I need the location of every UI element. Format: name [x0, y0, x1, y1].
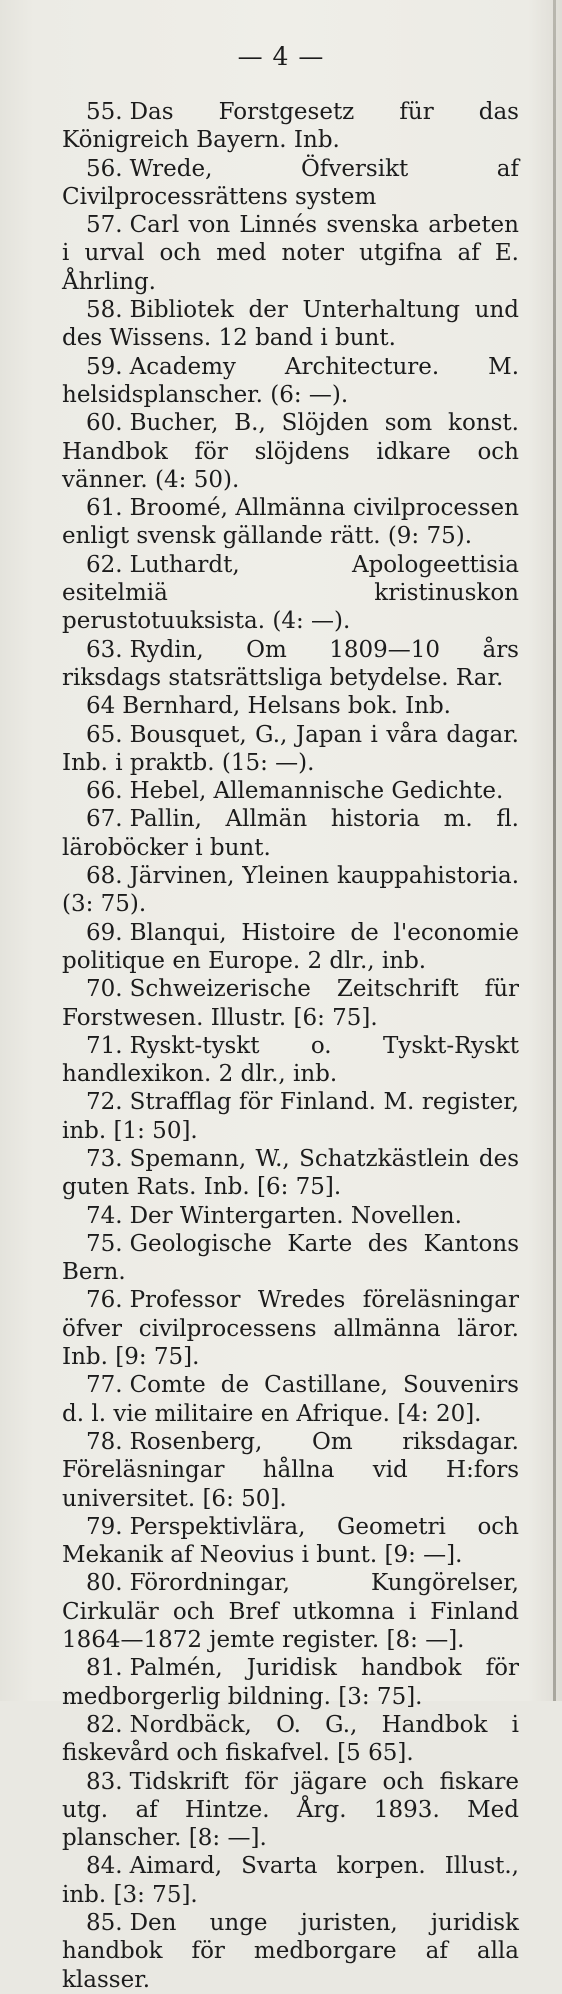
- catalogue-entry: [62, 777, 519, 805]
- entry-text: Bibliotek der Unterhaltung und des Wissens. 12 band i bunt.: [62, 297, 519, 352]
- entry-number: 55.: [86, 99, 123, 125]
- entry-number: 80.: [86, 1570, 123, 1597]
- catalogue-entry: [62, 636, 519, 693]
- entry-number: 76.: [86, 1287, 123, 1314]
- entry-text: Aimard, Svarta korpen. Illust., inb. [3: 75].: [62, 1853, 519, 1908]
- entry-number: 57.: [86, 212, 123, 239]
- entry-text: Das Forstgesetz für das Königreich Bayern. Inb.: [62, 99, 519, 154]
- entry-number: 62.: [86, 551, 123, 578]
- entry-text: Broomé, Allmänna civilprocessen enligt svensk gällande rätt. (9: 75).: [62, 495, 519, 550]
- catalogue-entry: [62, 1909, 519, 1994]
- entry-text: Den unge juristen, juridisk handbok för medborgare af alla klasser.: [62, 1910, 519, 1993]
- catalogue-entry: [62, 919, 519, 976]
- catalogue-entry: [62, 1768, 519, 1853]
- entry-text: Nordbäck, O. G., Handbok i fiskevård och fiskafvel. [5 65].: [62, 1711, 519, 1767]
- entry-number: 71.: [86, 1032, 123, 1059]
- catalogue-entry: [62, 1286, 519, 1371]
- entry-text: Geologische Karte des Kantons Bern.: [62, 1230, 519, 1286]
- catalogue-entry: [62, 296, 519, 353]
- catalogue-entry: [62, 862, 519, 919]
- catalogue-entry: [62, 1032, 519, 1089]
- entry-text: Bernhard, Helsans bok. Inb.: [122, 693, 451, 720]
- entry-text: Carl von Linnés svenska arbeten i urval och med noter utgifna af E. Åhrling.: [62, 212, 519, 295]
- entry-text: Blanqui, Histoire de l'economie politique en Europe. 2 dlr., inb.: [62, 919, 519, 974]
- catalogue-entry: [62, 1513, 519, 1570]
- catalogue-entry: [62, 805, 519, 862]
- catalogue-entry: [62, 155, 519, 212]
- entry-text: Ryskt-tyskt o. Tyskt-Ryskt handlexikon. 2 dlr., inb.: [62, 1032, 519, 1088]
- entry-number: 74.: [86, 1202, 123, 1229]
- catalogue-entry: [62, 1202, 519, 1230]
- entry-number: 83.: [86, 1768, 123, 1795]
- catalogue-entry: [62, 353, 519, 410]
- entry-number: 81.: [86, 1655, 123, 1682]
- entry-text: Perspektivlära, Geometri och Mekanik af Neovius i bunt. [9: —].: [62, 1513, 519, 1569]
- catalogue-entry: [62, 551, 519, 636]
- entry-number: 82.: [86, 1711, 123, 1738]
- catalogue-entry: [62, 1230, 519, 1287]
- catalogue-entry: [62, 1371, 519, 1428]
- entry-text: Schweizerische Zeitschrift für Forstwesen. Illustr. [6: 75].: [62, 976, 519, 1031]
- entry-text: Strafflag för Finland. M. register, inb. [1: 50].: [62, 1089, 519, 1144]
- catalogue-entry: [62, 211, 519, 296]
- catalogue-entry: [62, 975, 519, 1032]
- entry-text: Academy Architecture. M. helsidsplanscher. (6: —).: [62, 353, 519, 408]
- catalogue-entry: [62, 692, 519, 720]
- catalogue-entry: [62, 409, 519, 494]
- entry-number: 84.: [86, 1853, 123, 1880]
- entry-text: Wrede, Öfversikt af Civilprocessrättens system: [62, 155, 519, 210]
- entry-number: 79.: [86, 1513, 123, 1540]
- entry-number: 66.: [86, 778, 123, 805]
- entry-number: 70.: [86, 976, 123, 1003]
- entry-text: Professor Wredes föreläsningar öfver civilprocessens allmänna läror. Inb. [9: 75].: [62, 1287, 519, 1371]
- entry-number: 73.: [86, 1145, 123, 1172]
- entry-number: 58.: [86, 297, 123, 324]
- entry-text: Luthardt, Apologeettisia esitelmiä kristinuskon perustotuuksista. (4: —).: [62, 551, 519, 635]
- entry-text: Comte de Castillane, Souvenirs d. l. vie militaire en Afrique. [4: 20].: [62, 1372, 519, 1427]
- catalogue-entry: [62, 721, 519, 778]
- entry-number: 85.: [86, 1910, 123, 1936]
- entry-text: Spemann, W., Schatzkästlein des guten Rats. Inb. [6: 75].: [62, 1145, 519, 1201]
- entry-number: 63.: [86, 636, 123, 663]
- catalogue-entry: [62, 1654, 519, 1711]
- entry-number: 69.: [86, 919, 123, 946]
- entry-text: Järvinen, Yleinen kauppahistoria. (3: 75).: [62, 863, 519, 918]
- entry-number: 68.: [86, 863, 123, 890]
- catalogue-entry: [62, 1145, 519, 1202]
- catalogue-entry: [62, 494, 519, 551]
- catalogue-entry: [62, 1711, 519, 1768]
- entry-number: 77.: [86, 1372, 123, 1399]
- entry-number: 61.: [86, 495, 123, 522]
- entry-number: 60.: [86, 410, 123, 437]
- page-edge-shadow: [553, 0, 556, 1701]
- entry-text: Palmén, Juridisk handbok för medborgerlig bildning. [3: 75].: [62, 1655, 519, 1710]
- catalogue-entry: [62, 98, 519, 155]
- entry-number: 67.: [86, 806, 123, 833]
- entry-number: 75.: [86, 1230, 123, 1257]
- entry-text: Pallin, Allmän historia m. fl. läroböcker i bunt.: [62, 806, 519, 861]
- entry-number: 72.: [86, 1089, 123, 1116]
- entry-text: Bucher, B., Slöjden som konst. Handbok för slöjdens idkare och vänner. (4: 50).: [62, 410, 519, 493]
- catalogue-entry: [62, 1569, 519, 1654]
- entry-text: Hebel, Allemannische Gedichte.: [129, 778, 504, 805]
- entry-text: Rosenberg, Om riksdagar. Föreläsningar hållna vid H:fors universitet. [6: 50].: [62, 1428, 519, 1512]
- entry-text: Förordningar, Kungörelser, Cirkulär och Bref utkomna i Finland 1864—1872 jemte register. [8: —].: [62, 1570, 519, 1654]
- entry-text: Bousquet, G., Japan i våra dagar. Inb. i praktb. (15: —).: [62, 721, 519, 776]
- entry-text: Rydin, Om 1809—10 års riksdags statsrättsliga betydelse. Rar.: [62, 636, 519, 691]
- catalogue-entry: [62, 1088, 519, 1145]
- entry-number: 65.: [86, 721, 123, 748]
- entry-number: 56.: [86, 155, 123, 182]
- catalogue-list: [62, 98, 519, 1994]
- catalogue-entry: [62, 1428, 519, 1513]
- entry-number: 78.: [86, 1428, 123, 1455]
- catalogue-entry: [62, 1852, 519, 1909]
- entry-number: 59.: [86, 353, 123, 380]
- entry-text: Tidskrift för jägare och fiskare utg. af Hintze. Årg. 1893. Med planscher. [8: —].: [62, 1768, 519, 1852]
- entry-text: Der Wintergarten. Novellen.: [129, 1202, 462, 1229]
- page-number: — 4 —: [237, 42, 325, 71]
- entry-number: 64: [86, 693, 116, 720]
